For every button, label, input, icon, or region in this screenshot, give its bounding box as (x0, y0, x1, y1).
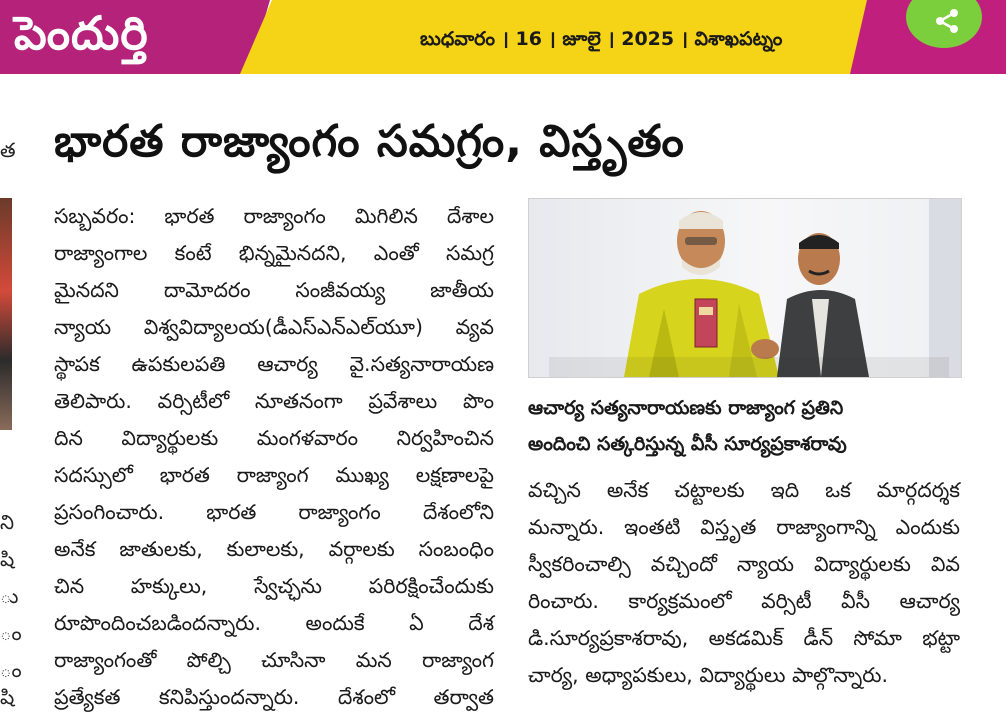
body-line: చిన హక్కులు, స్వేచ్ఛను పరిరక్షించేందుకు (54, 574, 494, 598)
body-line: స్థాపక ఉపకులపతి ఆచార్య వై.సత్యనారాయణ (54, 352, 494, 376)
article-photo (528, 198, 962, 378)
fragment-glyph: ం (0, 621, 22, 645)
fragment-glyph: షి (0, 685, 15, 709)
body-line: ప్రసంగించారు. భారత రాజ్యాంగం దేశంలోని (54, 500, 494, 524)
body-line: సబ్బవరం: భారత రాజ్యాంగం మిగిలిన దేశాల (54, 204, 494, 228)
body-line: రాజ్యాంగాల కంటే భిన్నమైనదని, ఎంతో సమగ్ర (54, 241, 494, 265)
share-icon (934, 8, 960, 34)
photo-people-illustration (529, 199, 961, 377)
fragment-glyph: త (0, 138, 16, 162)
body-line: రూపొందించబడిందన్నారు. అందుకే ఏ దేశ (54, 611, 494, 635)
body-line: న్యాయ విశ్వవిద్యాలయ(డీఎస్ఎన్ఎల్‌యూ) వ్యవ (54, 315, 494, 339)
article-body-left-column (54, 198, 494, 716)
caption-line: అందించి సత్కరిస్తున్న వీసీ సూర్యప్రకాశరావు (528, 433, 847, 455)
body-line: తెలిపారు. వర్సిటీలో నూతనంగా ప్రవేశాలు పొం (54, 389, 494, 413)
body-line: ప్రత్యేకత కనిపిస్తుందన్నారు. దేశంలో తర్వాత (54, 685, 494, 709)
section-title: పెందుర్తి (14, 6, 149, 60)
fragment-glyph: ని (0, 510, 15, 534)
fragment-glyph: ం (0, 658, 22, 682)
fragment-glyph: ు (0, 584, 19, 608)
body-line: మన్నారు. ఇంతటి విస్తృత రాజ్యాంగాన్ని ఎందుకు (528, 515, 960, 539)
fragment-glyph: షి (0, 547, 15, 571)
adjacent-article-fragment (0, 90, 22, 709)
article-body-right-column (528, 472, 960, 694)
body-line: రించారు. కార్యక్రమంలో వర్సిటీ వీసీ ఆచార్య (528, 589, 960, 613)
dateline: బుధవారం । 16 । జూలై । 2025 । విశాఖపట్నం (420, 28, 783, 50)
body-line: వచ్చిన అనేక చట్టాలకు ఇది ఒక మార్గదర్శక (528, 478, 960, 502)
body-line: చార్య, అధ్యాపకులు, విద్యార్థులు పాల్గొన్నారు. (528, 663, 889, 687)
body-line: డి.సూర్యప్రకాశరావు, అకడమిక్ డీన్ సోమా భట్టా (528, 626, 960, 650)
adjacent-photo-fragment (0, 198, 12, 430)
body-line: అనేక జాతులకు, కులాలకు, వర్గాలకు సంబంధిం (54, 537, 494, 561)
body-line: స్వీకరించాల్సి వచ్చిందో న్యాయ విద్యార్థులకు వివ (528, 552, 960, 576)
header-banner (0, 0, 1006, 74)
body-line: రాజ్యాంగంతో పోల్చి చూసినా మన రాజ్యాంగ (54, 648, 494, 672)
photo-caption (528, 390, 960, 462)
body-line: దిన విద్యార్థులకు మంగళవారం నిర్వహించిన (54, 426, 494, 450)
caption-line: ఆచార్య సత్యనారాయణకు రాజ్యాంగ ప్రతిని (528, 397, 844, 419)
article-headline: భారత రాజ్యాంగం సమగ్రం, విస్తృతం (54, 116, 685, 167)
body-line: మైనదని దామోదరం సంజీవయ్య జాతీయ (54, 278, 494, 302)
body-line: సదస్సులో భారత రాజ్యాంగ ముఖ్య లక్షణాలపై (54, 463, 494, 487)
